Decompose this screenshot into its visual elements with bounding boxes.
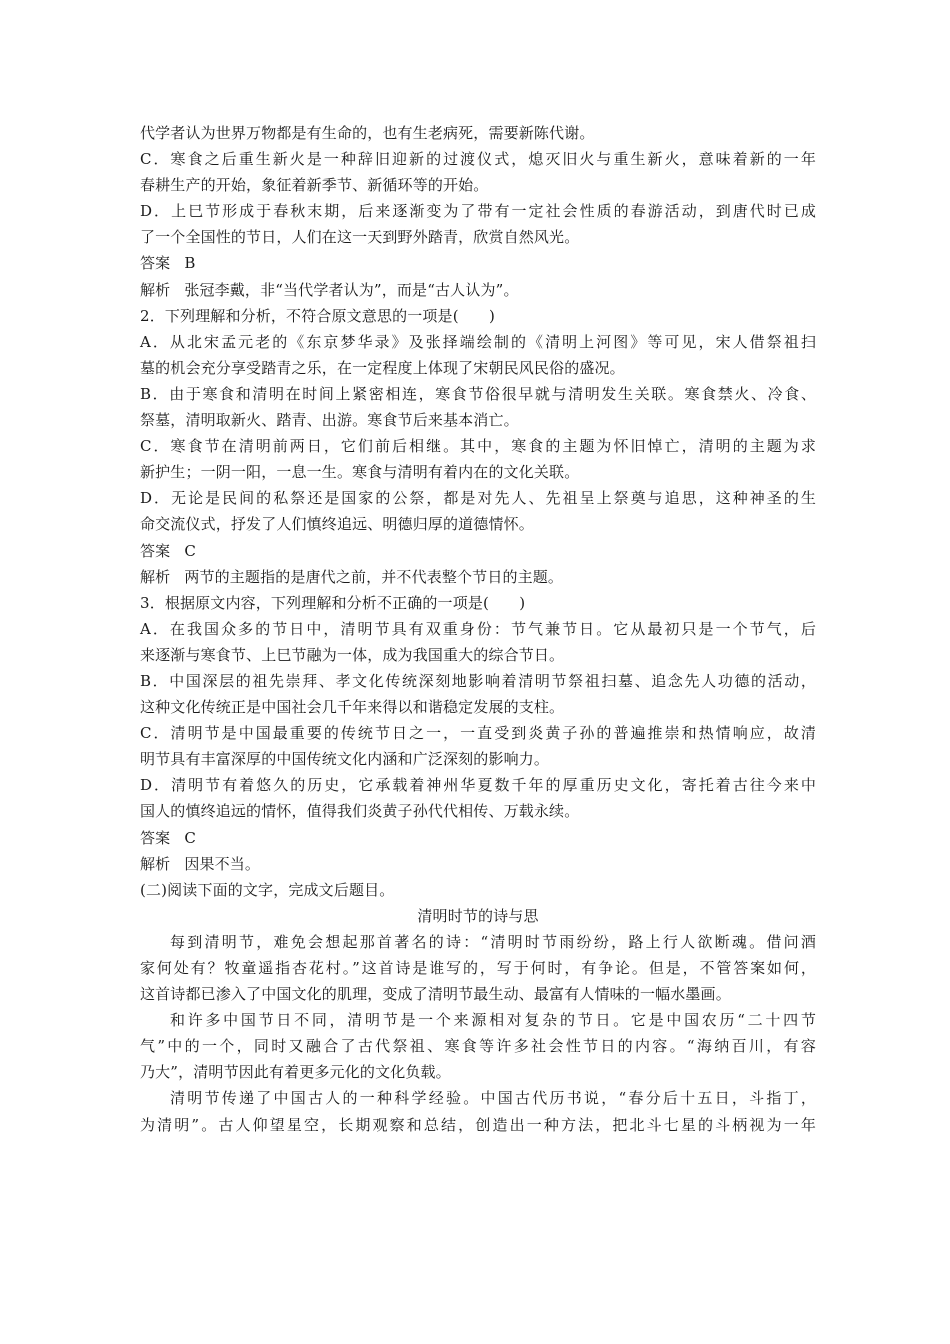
analysis-line: [140, 564, 816, 590]
text-line: 国人的慎终追远的情怀，值得我们炎黄子孙代代相传、万载永续。: [140, 802, 580, 821]
text-line: 乃大”，清明节因此有着更多元化的文化负载。: [140, 1063, 451, 1082]
text-line: 3．根据原文内容，下列理解和分析不正确的一项是( ): [140, 593, 526, 612]
text-line: 家何处有？牧童遥指杏花村。”这首诗是谁写的，写于何时，有争论。但是，不管答案如何，: [140, 959, 816, 977]
text-line: 墓的机会充分享受踏青之乐，在一定程度上体现了宋朝民风民俗的盛况。: [140, 358, 625, 377]
text-line: 来逐渐与寒食节、上巳节融为一体，成为我国重大的综合节日。: [140, 645, 565, 664]
document-page: [140, 120, 816, 1138]
text-line: 和许多中国节日不同，清明节是一个来源相对复杂的节日。它是中国农历“二十四节: [170, 1011, 816, 1030]
answer-line: [140, 825, 816, 851]
text-line: 这种文化传统正是中国社会几千年来得以和谐稳定发展的支柱。: [140, 698, 565, 717]
text-line: 清明节传递了中国古人的一种科学经验。中国古代历书说，“春分后十五日，斗指丁，: [170, 1089, 816, 1108]
line-value: C: [184, 828, 196, 847]
text-line: 为清明”。古人仰望星空，长期观察和总结，创造出一种方法，把北斗七星的斗柄视为一年: [140, 1115, 816, 1134]
line-value: C: [184, 541, 196, 560]
line-label: 解析: [140, 280, 171, 299]
line-value: 因果不当。: [184, 854, 261, 873]
analysis-line: [140, 851, 816, 877]
text-line: C．寒食节在清明前两日，它们前后相继。其中，寒食的主题为怀旧悼亡，清明的主题为求: [140, 437, 816, 456]
line-label: 答案: [140, 828, 171, 847]
line-value: B: [184, 254, 196, 273]
text-line: 每到清明节，难免会想起那首著名的诗：“清明时节雨纷纷，路上行人欲断魂。借问酒: [170, 932, 816, 951]
line-label: 答案: [140, 254, 171, 273]
text-line: 代学者认为世界万物都是有生命的，也有生老病死，需要新陈代谢。: [140, 124, 595, 142]
text-line: A．在我国众多的节日中，清明节具有双重身份：节气兼节日。它从最初只是一个节气，后: [140, 619, 816, 638]
text-line: D．上巳节形成于春秋末期，后来逐渐变为了带有一定社会性质的春游活动，到唐代时已成: [140, 202, 816, 221]
text-line: B．中国深层的祖先崇拜、孝文化传统深刻地影响着清明节祭祖扫墓、追念先人功德的活动，: [140, 671, 816, 690]
line-label: 解析: [140, 854, 171, 873]
text-line: 祭墓，清明取新火、踏青、出游。寒食节后来基本消亡。: [140, 411, 519, 430]
passage-title: 清明时节的诗与思: [417, 906, 539, 925]
analysis-line: [140, 277, 816, 303]
text-line: 新护生；一阴一阳，一息一生。寒食与清明有着内在的文化关联。: [140, 463, 580, 482]
text-line: D．清明节有着悠久的历史，它承载着神州华夏数千年的厚重历史文化，寄托着古往今来中: [140, 776, 816, 795]
line-label: 答案: [140, 541, 171, 560]
text-line: 这首诗都已渗入了中国文化的肌理，变成了清明节最生动、最富有人情味的一幅水墨画。: [140, 985, 731, 1004]
text-line: B．由于寒食和清明在时间上紧密相连，寒食节俗很早就与清明发生关联。寒食禁火、冷食、: [140, 384, 816, 403]
answer-line: [140, 538, 816, 564]
text-line: (二)阅读下面的文字，完成文后题目。: [140, 880, 395, 899]
text-line: 春耕生产的开始，象征着新季节、新循环等的开始。: [140, 176, 489, 195]
answer-line: [140, 250, 816, 276]
text-line: 命交流仪式，抒发了人们慎终追远、明德归厚的道德情怀。: [140, 515, 534, 534]
text-line: C．寒食之后重生新火是一种辞旧迎新的过渡仪式，熄灭旧火与重生新火，意味着新的一年: [140, 150, 816, 169]
text-line: 了一个全国性的节日，人们在这一天到野外踏青，欣赏自然风光。: [140, 228, 580, 247]
text-line: D．无论是民间的私祭还是国家的公祭，都是对先人、先祖呈上祭奠与追思，这种神圣的生: [140, 489, 816, 508]
text-line: A．从北宋孟元老的《东京梦华录》及张择端绘制的《清明上河图》等可见，宋人借祭祖扫: [140, 332, 816, 351]
line-value: 张冠李戴，非“当代学者认为”，而是“古人认为”。: [184, 280, 519, 299]
text-line: 气”中的一个，同时又融合了古代祭祖、寒食等许多社会性节日的内容。“海纳百川，有容: [140, 1037, 816, 1056]
text-line: 明节具有丰富深厚的中国传统文化内涵和广泛深刻的影响力。: [140, 750, 550, 769]
line-label: 解析: [140, 567, 171, 586]
line-value: 两节的主题指的是唐代之前，并不代表整个节日的主题。: [184, 567, 564, 586]
text-line: 2．下列理解和分析，不符合原文意思的一项是( ): [140, 306, 495, 325]
text-line: C．清明节是中国最重要的传统节日之一，一直受到炎黄子孙的普遍推崇和热情响应，故清: [140, 724, 816, 743]
